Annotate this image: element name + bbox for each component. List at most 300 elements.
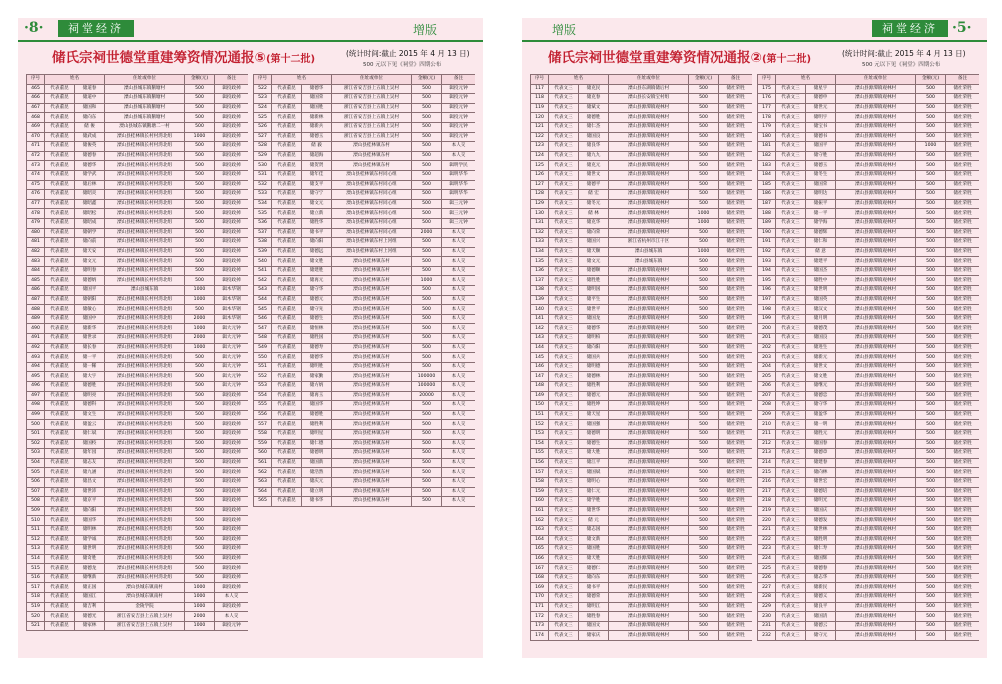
- table-cell: 储德胜: [75, 382, 105, 392]
- table-cell: 储胜华: [302, 218, 332, 228]
- table-cell: 代表董昆: [45, 449, 75, 459]
- table-cell: 500: [689, 334, 719, 344]
- table-cell: 代表董昆: [272, 170, 302, 180]
- table-cell: 500: [916, 113, 946, 123]
- table-cell: 526: [254, 122, 272, 132]
- table-cell: 储文元: [579, 257, 609, 267]
- table-cell: 500: [185, 103, 215, 113]
- table-cell: 辑投政掉: [215, 439, 248, 449]
- table-cell: 500: [689, 439, 719, 449]
- table-cell: 溧山县桂林镇东村: [332, 382, 412, 392]
- table-cell: 储德林: [579, 372, 609, 382]
- table-cell: 221: [758, 525, 776, 535]
- table-cell: 500: [689, 343, 719, 353]
- table-cell: 储新兵: [302, 122, 332, 132]
- table-header-row: [254, 75, 476, 85]
- table-cell: 浙江省安吉县上五镇上吴村: [332, 103, 412, 113]
- table-cell: 储向东: [579, 573, 609, 583]
- table-cell: 溧山县源潭镇观林村: [836, 314, 916, 324]
- table-row: [531, 314, 753, 324]
- table-cell: 124: [531, 151, 549, 161]
- table-cell: 储社荣胜: [946, 295, 979, 305]
- table-row: [254, 209, 476, 219]
- table-cell: 500: [916, 516, 946, 526]
- table-cell: 505: [27, 468, 45, 478]
- table-cell: 溧山县桂林镇长村村湾北组: [105, 266, 185, 276]
- table-cell: 储德远: [302, 247, 332, 257]
- table-cell: 代表董昆: [45, 525, 75, 535]
- table-cell: 本人交: [442, 142, 475, 152]
- table-cell: 1000: [185, 621, 215, 631]
- table-cell: 226: [758, 573, 776, 583]
- table-cell: 辑明华华: [442, 190, 475, 200]
- table-cell: 储社荣胜: [946, 439, 979, 449]
- table-cell: 溧山县源潭镇观林村: [609, 468, 689, 478]
- table-cell: 代表董昆: [45, 286, 75, 296]
- table-cell: 溧山县城东镇: [609, 247, 689, 257]
- table-cell: 储克民: [579, 84, 609, 94]
- table-cell: 储世平: [579, 305, 609, 315]
- table-row: [531, 190, 753, 200]
- table-cell: 储社荣胜: [946, 276, 979, 286]
- table-cell: 500: [689, 621, 719, 631]
- table-cell: 储世宏: [806, 477, 836, 487]
- table-cell: 513: [27, 545, 45, 555]
- table-cell: 储再玉: [302, 391, 332, 401]
- column-header: 金额(元): [916, 75, 946, 85]
- column-header: 住址或单位: [105, 75, 185, 85]
- table-cell: 本人交: [442, 468, 475, 478]
- table-cell: 溧山县桂林镇长村村湾北组: [105, 190, 185, 200]
- table-row: [531, 247, 753, 257]
- table-cell: 代表董昆: [272, 324, 302, 334]
- table-cell: 173: [531, 621, 549, 631]
- table-row: [27, 554, 249, 564]
- table-cell: 代表董昆: [45, 353, 75, 363]
- table-row: [531, 142, 753, 152]
- table-cell: 20000: [412, 391, 442, 401]
- table-cell: 131: [531, 218, 549, 228]
- table-cell: 储学海: [806, 218, 836, 228]
- table-cell: 溧山县源潭镇观林村: [836, 458, 916, 468]
- table-row: [254, 151, 476, 161]
- left-note: 500 元以下见《祠堂》四期公布: [363, 62, 442, 68]
- table-cell: 500: [916, 410, 946, 420]
- table-cell: 储朝学: [75, 228, 105, 238]
- table-cell: 代表文三: [549, 334, 579, 344]
- table-cell: 溧山县源潭镇观林村: [609, 391, 689, 401]
- table-cell: 储社荣胜: [719, 151, 752, 161]
- table-row: [531, 612, 753, 622]
- table-row: [758, 343, 980, 353]
- table-row: [531, 103, 753, 113]
- table-cell: 溧山县桂林镇东村同心组: [332, 218, 412, 228]
- table-cell: 储超海: [302, 151, 332, 161]
- table-row: [254, 286, 476, 296]
- table-row: [254, 314, 476, 324]
- table-cell: 代表文三: [776, 382, 806, 392]
- table-cell: 储社荣胜: [946, 506, 979, 516]
- table-cell: 储社荣胜: [719, 228, 752, 238]
- left-title-text: 储氏宗祠世德堂重建筹资情况通报: [52, 50, 255, 66]
- table-cell: 216: [758, 477, 776, 487]
- right-column-name: 祠堂经济: [872, 20, 948, 37]
- table-cell: 储社荣胜: [719, 516, 752, 526]
- table-cell: 代表文三: [549, 506, 579, 516]
- table-cell: 溧山县桂林镇长村村湾北组: [105, 382, 185, 392]
- table-cell: 溧山县桂林镇东村: [332, 334, 412, 344]
- table-cell: 储社荣胜: [946, 593, 979, 603]
- table-cell: 储社荣胜: [946, 353, 979, 363]
- table-cell: 500: [412, 151, 442, 161]
- table-cell: 代表董昆: [45, 382, 75, 392]
- table-cell: 储社荣胜: [946, 602, 979, 612]
- table-cell: 储社荣胜: [946, 612, 979, 622]
- table-cell: 代表文三: [776, 314, 806, 324]
- table-cell: 储朝阳: [75, 295, 105, 305]
- table-cell: 储后林: [75, 180, 105, 190]
- table-cell: 储德荣: [579, 593, 609, 603]
- table-cell: 560: [254, 449, 272, 459]
- table-cell: 代表董昆: [45, 477, 75, 487]
- table-cell: 代表董昆: [45, 362, 75, 372]
- table-cell: 储向林: [806, 468, 836, 478]
- table-cell: 储德光: [75, 612, 105, 622]
- table-cell: 500: [412, 305, 442, 315]
- table-cell: 500: [916, 151, 946, 161]
- table-row: [531, 573, 753, 583]
- table-cell: 500: [412, 420, 442, 430]
- table-cell: 储社荣胜: [719, 573, 752, 583]
- table-cell: 500: [916, 218, 946, 228]
- table-cell: 500: [185, 362, 215, 372]
- table-row: [27, 439, 249, 449]
- table-cell: 辑明华华: [442, 170, 475, 180]
- table-cell: 代表董昆: [272, 113, 302, 123]
- table-cell: 储社荣胜: [719, 545, 752, 555]
- table-cell: 代表董昆: [272, 382, 302, 392]
- table-cell: 储社荣胜: [946, 477, 979, 487]
- table-row: [254, 199, 476, 209]
- table-cell: 500: [689, 545, 719, 555]
- table-cell: 500: [916, 334, 946, 344]
- table-cell: 186: [758, 190, 776, 200]
- table-cell: 代表董昆: [272, 487, 302, 497]
- table-cell: 181: [758, 142, 776, 152]
- table-cell: 490: [27, 324, 45, 334]
- table-cell: 储文元: [302, 199, 332, 209]
- table-cell: 代表董昆: [45, 516, 75, 526]
- table-cell: 代表董昆: [272, 401, 302, 411]
- table-row: [531, 449, 753, 459]
- table-cell: 500: [689, 170, 719, 180]
- table-cell: 代表文三: [549, 113, 579, 123]
- table-cell: 534: [254, 199, 272, 209]
- table-cell: 储仁杰: [579, 122, 609, 132]
- table-cell: 本人交: [442, 324, 475, 334]
- table-cell: 543: [254, 286, 272, 296]
- table-row: [531, 343, 753, 353]
- table-cell: 辑投元钟: [215, 621, 248, 631]
- table-cell: 500: [689, 305, 719, 315]
- table-cell: 218: [758, 497, 776, 507]
- table-cell: 500: [916, 190, 946, 200]
- table-cell: 代表文三: [549, 593, 579, 603]
- table-cell: 浙江省安吉县上五镇上吴村: [332, 94, 412, 104]
- column-header: 姓名: [272, 75, 332, 85]
- table-cell: 储道中: [75, 94, 105, 104]
- table-cell: 本人交: [442, 429, 475, 439]
- table-cell: 500: [689, 468, 719, 478]
- table-cell: 500: [412, 468, 442, 478]
- table-cell: 溧山县长安镇宝村组: [609, 94, 689, 104]
- table-cell: 521: [27, 621, 45, 631]
- table-cell: 储天胜: [579, 554, 609, 564]
- column-header: 金额(元): [185, 75, 215, 85]
- table-cell: 储社荣胜: [719, 199, 752, 209]
- table-cell: 储守宁: [302, 190, 332, 200]
- table-cell: 500: [412, 180, 442, 190]
- table-cell: 储国兴: [579, 238, 609, 248]
- column-header: 备注: [215, 75, 248, 85]
- table-cell: 辑投政掉: [215, 564, 248, 574]
- table-cell: 溧山县源潭镇观林村: [836, 305, 916, 315]
- table-cell: 500: [916, 180, 946, 190]
- table-cell: 辑投政掉: [215, 218, 248, 228]
- table-cell: 辑大元钟: [215, 334, 248, 344]
- table-cell: 220: [758, 516, 776, 526]
- table-cell: 储国和: [75, 103, 105, 113]
- table-cell: 储志华: [806, 573, 836, 583]
- table-cell: 储国胜: [302, 103, 332, 113]
- table-cell: 500: [916, 429, 946, 439]
- table-cell: 溧山县源潭镇观林村: [609, 487, 689, 497]
- table-cell: 本人交: [215, 612, 248, 622]
- table-cell: 代表董昆: [45, 103, 75, 113]
- table-cell: 500: [689, 410, 719, 420]
- table-cell: 储德玉: [806, 161, 836, 171]
- table-cell: 储国强: [579, 420, 609, 430]
- table-cell: 本人交: [442, 228, 475, 238]
- table-cell: 储社荣胜: [946, 372, 979, 382]
- table-cell: 500: [185, 142, 215, 152]
- table-cell: 溧山县源潭镇观林村: [836, 487, 916, 497]
- table-cell: 202: [758, 343, 776, 353]
- table-cell: 代表文三: [549, 276, 579, 286]
- table-row: [254, 161, 476, 171]
- table-cell: 496: [27, 382, 45, 392]
- table-cell: 535: [254, 209, 272, 219]
- table-cell: 储国春: [806, 439, 836, 449]
- table-cell: 500: [916, 525, 946, 535]
- table-cell: 134: [531, 247, 549, 257]
- table-cell: 500: [916, 103, 946, 113]
- table-cell: 辑投政掉: [215, 122, 248, 132]
- table-cell: 储国杰: [806, 266, 836, 276]
- table-cell: 溧山县桂林镇长村村湾北组: [105, 180, 185, 190]
- table-row: [27, 497, 249, 507]
- table-cell: 204: [758, 362, 776, 372]
- table-row: [254, 266, 476, 276]
- table-cell: 167: [531, 564, 549, 574]
- table-cell: 500: [916, 535, 946, 545]
- table-cell: 储家勤: [302, 372, 332, 382]
- table-cell: 储克华: [579, 218, 609, 228]
- table-cell: 代表文三: [549, 612, 579, 622]
- table-cell: 溧山县桂林镇长村村湾北组: [105, 372, 185, 382]
- table-cell: 溧山县桂林镇东村: [332, 295, 412, 305]
- table-cell: 500: [916, 631, 946, 641]
- table-cell: 溧山县源潭镇观林村: [836, 142, 916, 152]
- table-cell: 溧山县源潭镇观林村: [609, 305, 689, 315]
- table-cell: 溧山县桂林镇长村村湾北组: [105, 142, 185, 152]
- table-cell: 500: [412, 410, 442, 420]
- table-cell: 溧山县源潭镇观林村: [836, 506, 916, 516]
- table-row: [254, 401, 476, 411]
- table-cell: 代表董昆: [45, 295, 75, 305]
- table-cell: 储昭松: [75, 209, 105, 219]
- table-cell: 储社荣胜: [719, 458, 752, 468]
- table-cell: 1000: [689, 218, 719, 228]
- table-cell: 206: [758, 382, 776, 392]
- table-cell: 储道春: [75, 84, 105, 94]
- table-cell: 500: [916, 343, 946, 353]
- table-cell: 518: [27, 593, 45, 603]
- table-cell: 辑投政掉: [215, 247, 248, 257]
- table-cell: 545: [254, 305, 272, 315]
- table-cell: 500: [916, 238, 946, 248]
- table-cell: 代表董昆: [45, 142, 75, 152]
- table-cell: 158: [531, 477, 549, 487]
- table-cell: 储世沛: [75, 487, 105, 497]
- table-cell: 474: [27, 170, 45, 180]
- table-cell: 500: [412, 295, 442, 305]
- table-cell: 182: [758, 151, 776, 161]
- table-cell: 547: [254, 324, 272, 334]
- table-cell: 500: [412, 362, 442, 372]
- table-cell: 代表文三: [776, 362, 806, 372]
- table-cell: 代表董昆: [45, 132, 75, 142]
- table-cell: 辑投政掉: [215, 583, 248, 593]
- table-cell: 142: [531, 324, 549, 334]
- table-cell: 1000: [916, 142, 946, 152]
- table-cell: 500: [916, 247, 946, 257]
- table-row: [254, 305, 476, 315]
- table-cell: 498: [27, 401, 45, 411]
- table-cell: 500: [916, 612, 946, 622]
- table-cell: 溧山县桂林镇东村同心组: [332, 228, 412, 238]
- table-cell: 代表董昆: [272, 305, 302, 315]
- table-cell: 222: [758, 535, 776, 545]
- table-cell: 代表文三: [549, 247, 579, 257]
- table-cell: 溧山县桂林镇东村: [332, 161, 412, 171]
- table-cell: 代表文三: [776, 218, 806, 228]
- table-row: [758, 535, 980, 545]
- table-row: [531, 621, 753, 631]
- table-cell: 代表董昆: [45, 621, 75, 631]
- table-cell: 储大宇: [75, 372, 105, 382]
- table-cell: 溧山县源潭镇观林村: [836, 382, 916, 392]
- right-table-a-wrap: [530, 74, 752, 641]
- table-cell: 1000: [689, 247, 719, 257]
- table-cell: 溧山县源潭镇观林村: [609, 449, 689, 459]
- table-cell: 553: [254, 382, 272, 392]
- table-cell: 溧山县源潭镇观林村: [836, 621, 916, 631]
- table-row: [531, 324, 753, 334]
- table-cell: 储德明: [579, 429, 609, 439]
- table-cell: 500: [916, 170, 946, 180]
- right-header-rule: [522, 40, 987, 42]
- table-cell: 代表董昆: [45, 429, 75, 439]
- table-cell: 代表文三: [549, 103, 579, 113]
- table-cell: 溧山县源潭镇观林村: [836, 391, 916, 401]
- table-row: [758, 497, 980, 507]
- table-cell: 储社荣胜: [946, 583, 979, 593]
- table-row: [27, 180, 249, 190]
- table-cell: 储立明: [302, 487, 332, 497]
- table-cell: 储武成: [75, 132, 105, 142]
- table-cell: 储良平: [806, 602, 836, 612]
- table-cell: 储德元: [302, 295, 332, 305]
- table-cell: 储九九: [579, 151, 609, 161]
- table-cell: 500: [689, 190, 719, 200]
- table-cell: 代表文三: [549, 218, 579, 228]
- left-title: [52, 46, 315, 66]
- table-cell: 500: [916, 487, 946, 497]
- table-cell: 溧山县桂林镇东村同心组: [332, 170, 412, 180]
- table-row: [531, 286, 753, 296]
- table-cell: 557: [254, 420, 272, 430]
- table-cell: 储向荣: [579, 228, 609, 238]
- table-cell: 储月明: [806, 314, 836, 324]
- table-cell: 203: [758, 353, 776, 363]
- table-cell: 溧山县桂林镇长村村湾北组: [105, 132, 185, 142]
- table-cell: 溧山县桂林镇东村: [332, 314, 412, 324]
- table-cell: 辑投元钟: [442, 132, 475, 142]
- table-cell: 储社荣胜: [946, 247, 979, 257]
- table-cell: 500: [185, 151, 215, 161]
- table-cell: 500: [185, 199, 215, 209]
- table-cell: 储书平: [302, 228, 332, 238]
- table-cell: 溧山县源潭镇观林村: [836, 218, 916, 228]
- table-cell: 504: [27, 458, 45, 468]
- table-cell: 代表董昆: [45, 170, 75, 180]
- table-cell: 565: [254, 497, 272, 507]
- table-cell: 500: [412, 142, 442, 152]
- column-header: 姓名: [45, 75, 105, 85]
- table-cell: 辑投政掉: [215, 506, 248, 516]
- table-cell: 溧山县源潭镇观林村: [609, 228, 689, 238]
- table-cell: 代表董昆: [272, 132, 302, 142]
- table-cell: 500: [916, 391, 946, 401]
- table-cell: 储世明: [806, 286, 836, 296]
- table-cell: 储社荣胜: [946, 334, 979, 344]
- table-cell: 溧山县城东镇: [105, 286, 185, 296]
- table-cell: 539: [254, 247, 272, 257]
- table-cell: 493: [27, 353, 45, 363]
- table-cell: 代表文三: [776, 84, 806, 94]
- table-cell: 代表董昆: [45, 305, 75, 315]
- table-cell: 代表文三: [549, 170, 579, 180]
- table-cell: 代表文三: [776, 343, 806, 353]
- table-cell: 储社荣胜: [946, 266, 979, 276]
- table-cell: 储社荣胜: [719, 295, 752, 305]
- table-cell: 代表董昆: [272, 391, 302, 401]
- table-cell: 溧山县桂林镇东村: [332, 372, 412, 382]
- table-cell: 500: [185, 391, 215, 401]
- table-cell: 储家林: [75, 621, 105, 631]
- table-cell: 储社荣胜: [719, 132, 752, 142]
